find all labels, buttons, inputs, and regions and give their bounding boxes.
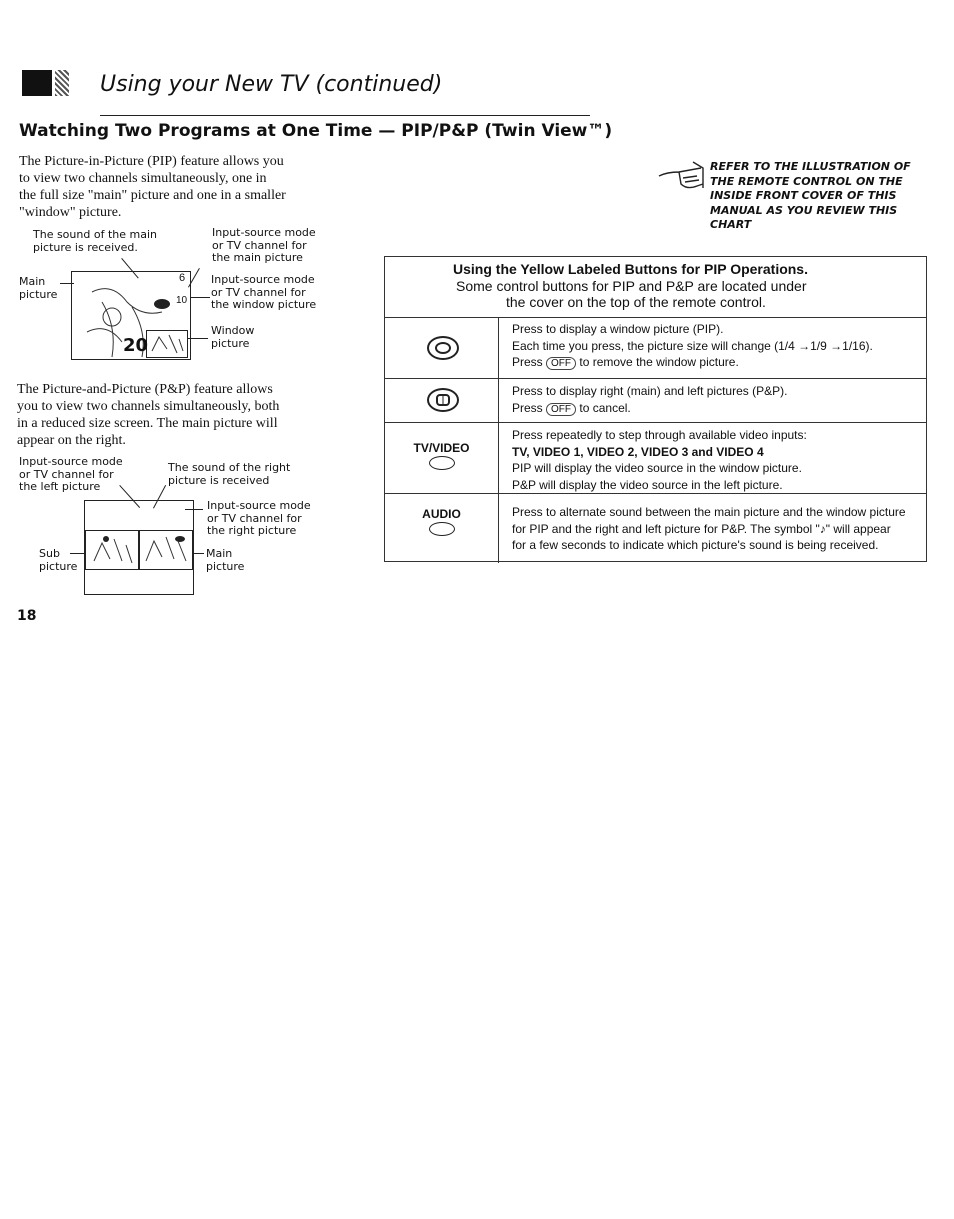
pp-input-left-label: Input-source mode or TV channel for the left picture (19, 455, 123, 493)
remote-reference-note: REFER TO THE ILLUSTRATION OF THE REMOTE CONTROL ON THE INSIDE FRONT COVER OF THIS MANUAL AS YOU REVIEW THIS CHART (710, 160, 911, 231)
leader-line (70, 553, 86, 554)
pip-table-subheading-2: the cover on the top of the remote control. (506, 294, 766, 310)
pip-input-window-label: Input-source mode or TV channel for the window picture (211, 273, 317, 311)
pip-sound-main-label: The sound of the main picture is received. (33, 228, 157, 254)
audio-label: AUDIO (422, 507, 461, 521)
pp-right-picture (139, 530, 193, 570)
section-title: Watching Two Programs at One Time — PIP/P&P (Twin View™) (19, 121, 613, 141)
pip-buttons-table (384, 256, 927, 562)
off-button-ref: OFF (546, 357, 576, 370)
leader-line (188, 338, 208, 339)
header-logo-dither (55, 70, 69, 96)
pip-channel-6: 6 (179, 272, 186, 284)
page-header-title: Using your New TV (continued) (100, 72, 443, 97)
pp-button-icon (427, 388, 459, 412)
pp-intro-paragraph: The Picture-and-Picture (P&P) feature allows you to view two channels simultaneously, both in a reduced size screen. The main picture will appear on the right. (17, 382, 280, 448)
table-row-pp (385, 379, 926, 423)
pip-input-main-label: Input-source mode or TV channel for the main picture (212, 226, 316, 264)
table-row-pip (385, 317, 926, 379)
leader-line (192, 553, 204, 554)
pp-left-illustration (86, 531, 138, 569)
pip-button-icon (427, 336, 459, 360)
pp-left-picture (85, 530, 139, 570)
tv-video-button-icon (429, 456, 455, 470)
pip-main-picture-label: Main picture (19, 275, 58, 301)
pip-row-description: Press to display a window picture (PIP). Each time you press, the picture size will change (1/4 →1/9 →1/16). Press OFF to remove the window picture. (512, 322, 873, 369)
leader-line (190, 297, 210, 298)
pp-main-picture-label: Main picture (206, 547, 245, 573)
leader-line (60, 283, 74, 284)
audio-row-description: Press to alternate sound between the main picture and the window picture for PIP and the right and left picture for P&P. The symbol "♪" will appear for a few seconds to indicate which picture's sound is being received. (512, 505, 906, 552)
pip-intro-paragraph: The Picture-in-Picture (PIP) feature allows you to view two channels simultaneously, one in the full size "main" picture and one in a smaller "window" picture. (19, 154, 286, 220)
pip-channel-20: 20 (123, 335, 149, 356)
tv-video-row-description: Press repeatedly to step through available video inputs: TV, VIDEO 1, VIDEO 2, VIDEO 3 and VIDEO 4 PIP will display the video source in the window picture. P&P will display the video source in the left picture. (512, 428, 807, 492)
header-logo-mark (22, 70, 52, 96)
pip-window-picture-label: Window picture (211, 324, 255, 350)
pip-window-screen (146, 330, 188, 358)
pointing-hand-icon (657, 158, 705, 194)
pip-table-subheading-1: Some control buttons for PIP and P&P are located under (456, 278, 807, 294)
pip-window-illustration (147, 331, 187, 357)
page-number: 18 (17, 608, 37, 624)
pip-table-heading: Using the Yellow Labeled Buttons for PIP Operations. (453, 261, 808, 277)
pip-channel-10: 10 (176, 295, 188, 306)
pp-row-description: Press to display right (main) and left pictures (P&P). Press OFF to cancel. (512, 384, 788, 415)
pp-input-right-label: Input-source mode or TV channel for the right picture (207, 499, 311, 537)
audio-button-icon (429, 522, 455, 536)
table-row-tv-video (385, 423, 926, 494)
off-button-ref: OFF (546, 403, 576, 416)
pp-sound-right-label: The sound of the right picture is received (168, 461, 291, 487)
pp-right-illustration (140, 531, 192, 569)
table-row-audio (385, 494, 926, 563)
pp-sub-picture-label: Sub picture (39, 547, 78, 573)
tv-video-label: TV/VIDEO (413, 441, 470, 455)
leader-line (185, 509, 203, 510)
header-rule (100, 115, 590, 116)
pip-table-header (385, 257, 926, 318)
